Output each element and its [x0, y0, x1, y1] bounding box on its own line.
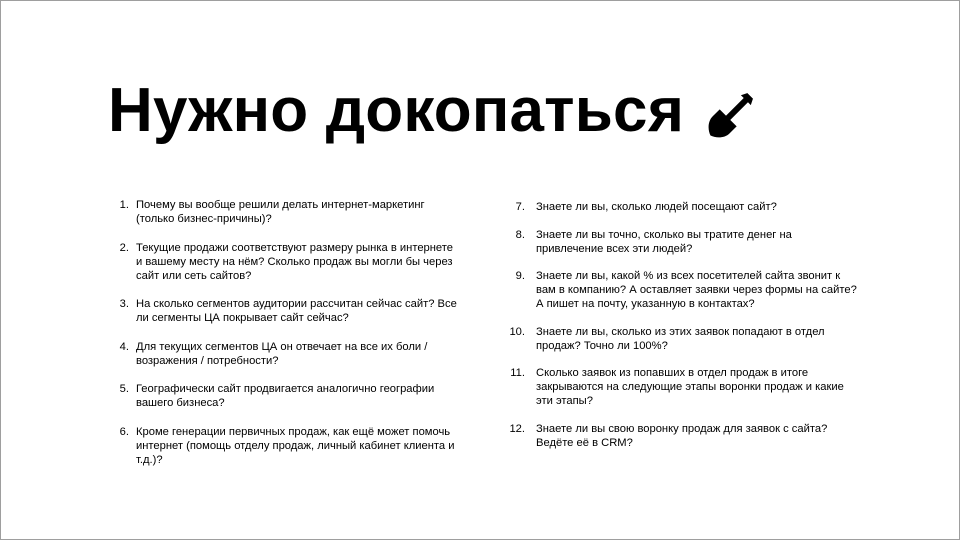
question-list-left	[109, 198, 461, 481]
item-number: 8.	[515, 228, 525, 241]
item-text: Географически сайт продвигается аналогично географии вашего бизнеса?	[136, 383, 435, 409]
item-text: На сколько сегментов аудитории рассчитан сейчас сайт? Все ли сегменты ЦА покрывает сайт сейчас?	[136, 298, 457, 324]
item-text: Текущие продажи соответствуют размеру рынка в интернете и вашему месту на нём? Сколько продаж вы могли бы через сайт или сеть сайтов?	[136, 241, 454, 282]
list-item	[509, 228, 861, 256]
title-text: Нужно докопаться	[108, 76, 685, 145]
item-text: Почему вы вообще решили делать интернет-маркетинг (только бизнес-причины)?	[136, 199, 425, 225]
list-item	[109, 198, 461, 226]
item-number: 7.	[515, 201, 525, 213]
shovel-icon	[702, 86, 760, 144]
item-text: Знаете ли вы точно, сколько вы тратите денег на привлечение всех эти людей?	[536, 228, 792, 255]
item-number: 10.	[509, 325, 525, 338]
item-text: Знаете ли вы, какой % из всех посетителей сайта звонит к вам в компанию? А оставляет заявки через формы на сайте? А пишет на почту, указанную в контактах?	[536, 270, 857, 310]
item-number: 6.	[119, 425, 129, 438]
list-item	[509, 269, 861, 311]
item-number: 12.	[509, 422, 525, 435]
slide-title	[108, 75, 760, 147]
list-item	[509, 366, 861, 408]
item-number: 11.	[510, 367, 525, 379]
item-text: Знаете ли вы, сколько людей посещают сайт?	[536, 201, 777, 213]
item-text: Знаете ли вы свою воронку продаж для заявок с сайта? Ведёте её в CRM?	[536, 422, 828, 449]
item-number: 5.	[119, 383, 129, 395]
item-number: 1.	[119, 199, 129, 211]
list-item	[509, 422, 861, 450]
item-text: Знаете ли вы, сколько из этих заявок попадают в отдел продаж? Точно ли 100%?	[536, 325, 825, 352]
list-item	[109, 340, 461, 368]
item-number: 9.	[515, 270, 525, 282]
item-text: Кроме генерации первичных продаж, как ещё может помочь интернет (помощь отделу продаж, личный кабинет клиента и т.д.)?	[136, 425, 455, 466]
item-number: 3.	[119, 298, 129, 310]
item-number: 2.	[119, 241, 129, 254]
item-text: Для текущих сегментов ЦА он отвечает на все их боли / возражения / потребности?	[136, 340, 428, 367]
list-item	[109, 241, 461, 283]
item-number: 4.	[119, 340, 129, 353]
list-item	[509, 325, 861, 353]
list-item	[509, 200, 861, 214]
item-text: Сколько заявок из попавших в отдел продаж в итоге закрываются на следующие этапы воронки продаж и какие эти этапы?	[536, 367, 844, 407]
list-item	[109, 382, 461, 410]
list-item	[109, 297, 461, 325]
list-item	[109, 425, 461, 467]
question-list-right	[509, 200, 861, 463]
